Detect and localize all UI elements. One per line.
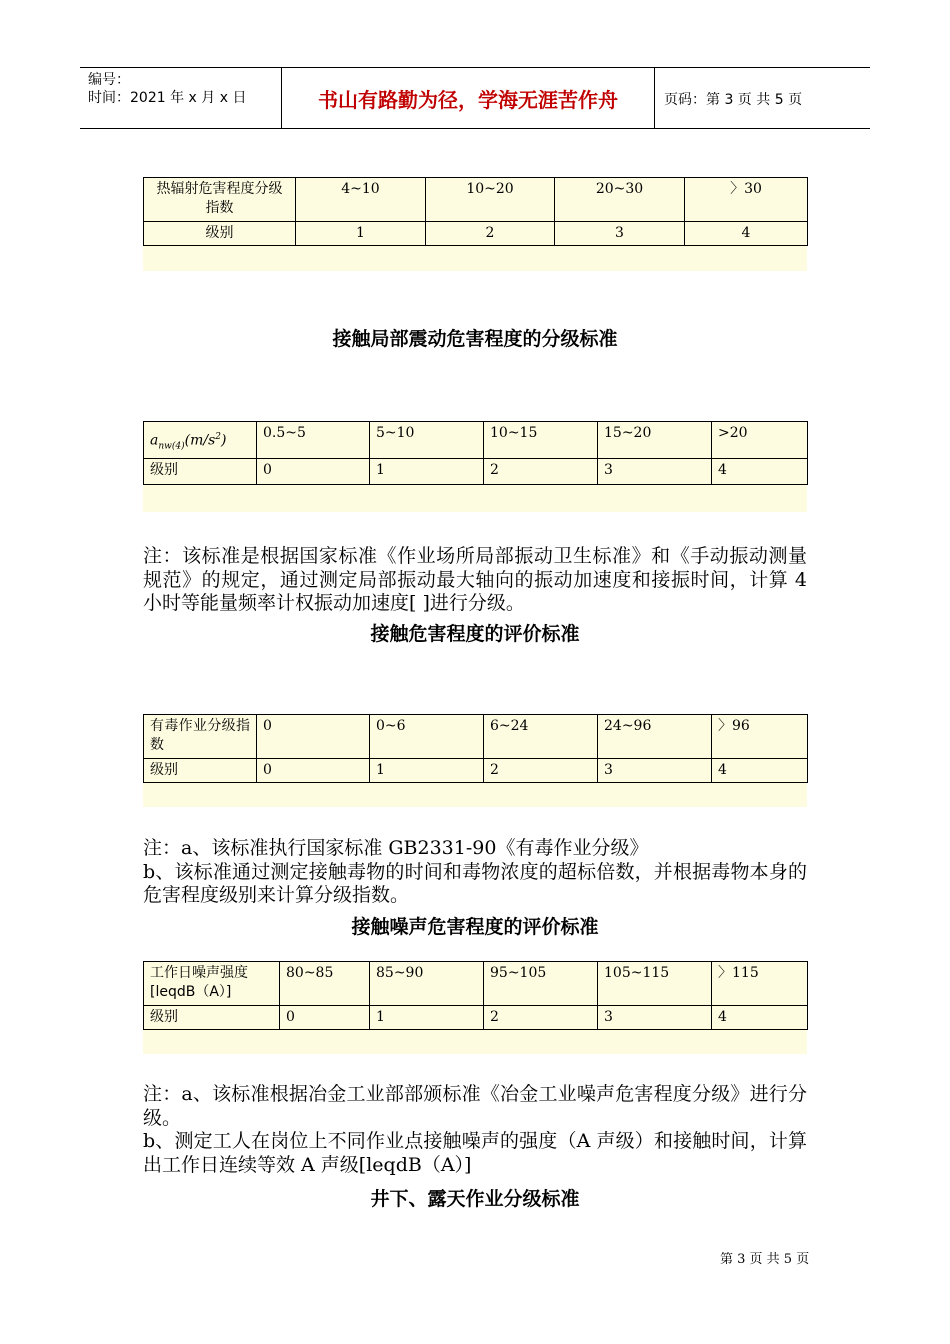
table-cell: 10~20 bbox=[426, 178, 555, 222]
section-heading: 井下、露天作业分级标准 bbox=[370, 1188, 580, 1210]
table-cell: 0 bbox=[257, 759, 370, 783]
table-label bbox=[144, 962, 280, 1006]
table-cell: 〉96 bbox=[712, 715, 808, 759]
note-paragraph bbox=[143, 837, 807, 908]
table-cell: 0~6 bbox=[370, 715, 484, 759]
table-cell: 1 bbox=[370, 459, 484, 485]
table-cell: 2 bbox=[484, 1006, 598, 1030]
table-cell: 0 bbox=[257, 459, 370, 485]
table-cell: >20 bbox=[712, 422, 808, 459]
note-text: b、测定工人在岗位上不同作业点接触噪声的强度（A 声级）和接触时间，计算出工作日连续等效 A 声级[leqdB（A）] bbox=[143, 1130, 807, 1176]
table-label: 级别 bbox=[144, 1006, 280, 1030]
table-cell: 1 bbox=[296, 222, 426, 246]
table-cell: 24~96 bbox=[598, 715, 712, 759]
table-cell: 〉30 bbox=[685, 178, 808, 222]
section-heading: 接触危害程度的评价标准 bbox=[370, 623, 580, 645]
note-text: 注：a、该标准执行国家标准 GB2331-90《有毒作业分级》 bbox=[143, 837, 649, 859]
table-cell: 3 bbox=[598, 459, 712, 485]
noise-table bbox=[143, 961, 807, 1054]
note-paragraph bbox=[143, 1083, 807, 1177]
header-motto: 书山有路勤为径，学海无涯苦作舟 bbox=[318, 88, 618, 112]
table-cell: 4 bbox=[685, 222, 808, 246]
header-page-label: 页码：第 3 页 共 5 页 bbox=[664, 92, 803, 108]
toxic-table bbox=[143, 714, 807, 807]
header-time-label: 时间：2021 年 x 月 x 日 bbox=[88, 90, 247, 106]
table-label: $a_{nw(4)}(m/s^2)$ bbox=[144, 422, 257, 459]
note-text: 注：a、该标准根据冶金工业部部颁标准《冶金工业噪声危害程度分级》进行分级。 bbox=[143, 1083, 807, 1129]
table-cell: 3 bbox=[598, 759, 712, 783]
table-cell: 1 bbox=[370, 759, 484, 783]
note-text: 注：该标准是根据国家标准《作业场所局部振动卫生标准》和《手动振动测量规范》的规定，通过测定局部振动最大轴向的振动加速度和接振时间，计算 4 小时等能量频率计权振动加速度[ ]进行分级。 bbox=[143, 545, 807, 614]
table-cell: 4~10 bbox=[296, 178, 426, 222]
table-label: 级别 bbox=[144, 222, 296, 246]
table-cell: 5~10 bbox=[370, 422, 484, 459]
header-top-rule bbox=[80, 67, 870, 68]
table-cell: 10~15 bbox=[484, 422, 598, 459]
table-cell: 0 bbox=[257, 715, 370, 759]
table-cell: 95~105 bbox=[484, 962, 598, 1006]
table-cell: 15~20 bbox=[598, 422, 712, 459]
table-label: 热辐射危害程度分级指数 bbox=[144, 178, 296, 222]
table-cell: 0 bbox=[280, 1006, 370, 1030]
header-bottom-rule bbox=[80, 128, 870, 129]
note-paragraph bbox=[143, 545, 807, 616]
table-cell: 2 bbox=[484, 459, 598, 485]
table-label: 级别 bbox=[144, 459, 257, 485]
table-cell: 2 bbox=[484, 759, 598, 783]
header-divider bbox=[654, 67, 655, 128]
note-text: b、该标准通过测定接触毒物的时间和毒物浓度的超标倍数，并根据毒物本身的危害程度级别来计算分级指数。 bbox=[143, 860, 807, 906]
table-cell: 85~90 bbox=[370, 962, 484, 1006]
table-cell: 3 bbox=[555, 222, 685, 246]
table-cell: 4 bbox=[712, 1006, 808, 1030]
table-cell: 6~24 bbox=[484, 715, 598, 759]
table-cell: 2 bbox=[426, 222, 555, 246]
table-cell: 0.5~5 bbox=[257, 422, 370, 459]
table-cell: 80~85 bbox=[280, 962, 370, 1006]
table-cell: 1 bbox=[370, 1006, 484, 1030]
table-label-line: [leqdB（A）] bbox=[150, 984, 232, 1000]
table-cell: 105~115 bbox=[598, 962, 712, 1006]
table-label: 级别 bbox=[144, 759, 257, 783]
table-cell: 20~30 bbox=[555, 178, 685, 222]
table-cell: 〉115 bbox=[712, 962, 808, 1006]
vibration-table bbox=[143, 421, 807, 512]
table-cell: 4 bbox=[712, 759, 808, 783]
table-label: 有毒作业分级指数 bbox=[144, 715, 257, 759]
table-cell: 3 bbox=[598, 1006, 712, 1030]
section-heading: 接触噪声危害程度的评价标准 bbox=[351, 916, 599, 938]
header-number-label: 编号： bbox=[88, 72, 130, 88]
heat-radiation-table bbox=[143, 177, 807, 271]
table-cell: 4 bbox=[712, 459, 808, 485]
table-label-line: 工作日噪声强度 bbox=[150, 965, 248, 981]
section-heading: 接触局部震动危害程度的分级标准 bbox=[332, 328, 618, 350]
page-footer: 第 3 页 共 5 页 bbox=[720, 1252, 810, 1267]
